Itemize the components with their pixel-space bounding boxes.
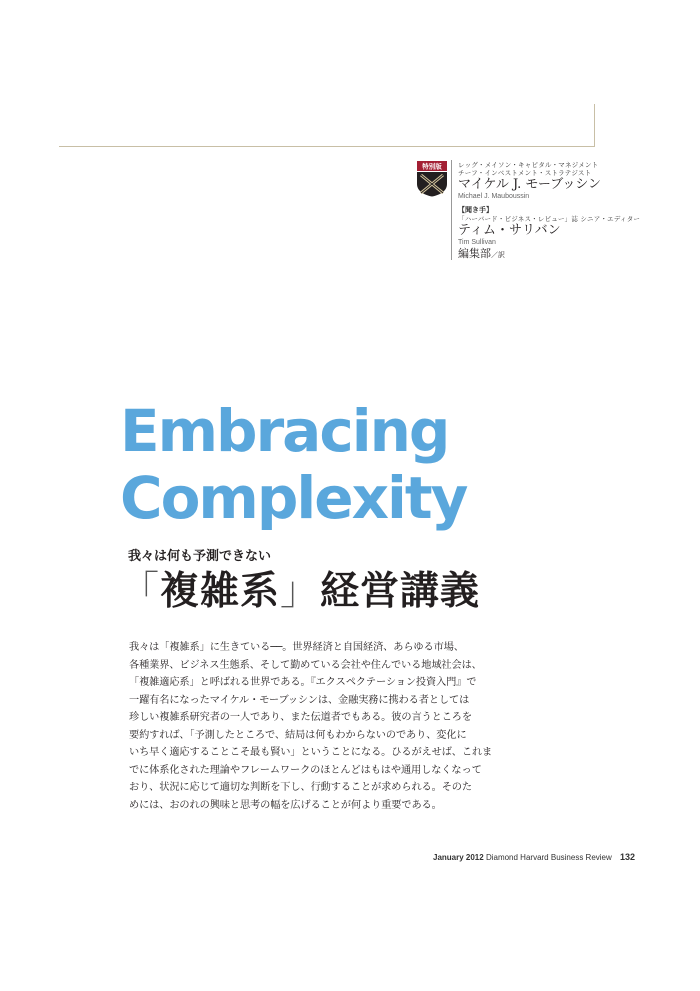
title-en-line2: Complexity [120, 464, 467, 532]
header-rule [59, 146, 595, 147]
page-number: 132 [620, 852, 636, 862]
footer-month: January 2012 [433, 853, 484, 862]
interviewer-role: 「ハーバード・ビジネス・レビュー」誌 シニア・エディター [458, 215, 641, 223]
title-en-line1: Embracing [120, 397, 449, 465]
title-bracket-open: 「 [120, 569, 161, 614]
footer-publication: Diamond Harvard Business Review [485, 853, 612, 862]
harvard-crest-icon [416, 160, 448, 197]
author-role-line2: チーフ・インベストメント・ストラテジスト [458, 169, 592, 177]
title-bracket-close: 」 [280, 569, 321, 614]
interviewer-label: 【聞き手】 [458, 206, 493, 214]
body-line: 我々は「複雑系」に生きている──。世界経済と自国経済、あらゆる市場、 [129, 642, 464, 653]
author-name: マイケル J. モーブッシン [458, 177, 602, 192]
lead-paragraph [129, 639, 493, 814]
title-keyword: 複雑系 [160, 568, 281, 614]
interviewer-block [458, 205, 640, 247]
editor-name: 編集部 [458, 247, 491, 260]
body-line: でに体系化された理論やフレームワークのほとんどはもはや通用しなくなって [129, 764, 482, 776]
body-line: 一躍有名になったマイケル・モーブッシンは、金融実務に携わる者としては [129, 694, 470, 706]
title-rest: 経営講義 [320, 568, 481, 614]
body-line: 要約すれば、「予測したところで、結局は何もわからないのであり、変化に [129, 729, 467, 741]
author-block [458, 161, 601, 201]
author-role-line1: レッグ・メイソン・キャピタル・マネジメント [458, 161, 599, 169]
page-footer [433, 852, 635, 862]
body-line: 各種業界、ビジネス生態系、そして勤めている会社や住んでいる地域社会は、 [129, 659, 482, 671]
page-title [120, 566, 480, 617]
interviewer-name: ティム・サリバン [458, 223, 561, 238]
body-line: めには、おのれの興味と思考の幅を広げることが何より重要である。 [129, 799, 442, 811]
body-line: 珍しい複雑系研究者の一人であり、また伝道者でもある。彼の言うところを [129, 712, 472, 723]
body-line: いち早く適応することこそ最も賢い」ということになる。ひるがえせば、これま [129, 747, 493, 758]
author-divider [451, 160, 452, 260]
editor-suffix: ／訳 [491, 251, 505, 259]
body-line: 「複雑適応系」と呼ばれる世界である。『エクスペクテーション投資入門』で [129, 677, 477, 688]
author-name-en: Michael J. Mauboussin [458, 193, 530, 200]
body-line: おり、状況に応じて適切な判断を下し、行動することが求められる。そのた [129, 782, 472, 793]
interviewer-name-en: Tim Sullivan [458, 239, 496, 246]
translator-credit [458, 245, 505, 261]
subtitle: 我々は何も予測できない [128, 549, 272, 564]
header-rule-vertical [594, 104, 595, 147]
crest-label: 特別版 [422, 162, 442, 171]
